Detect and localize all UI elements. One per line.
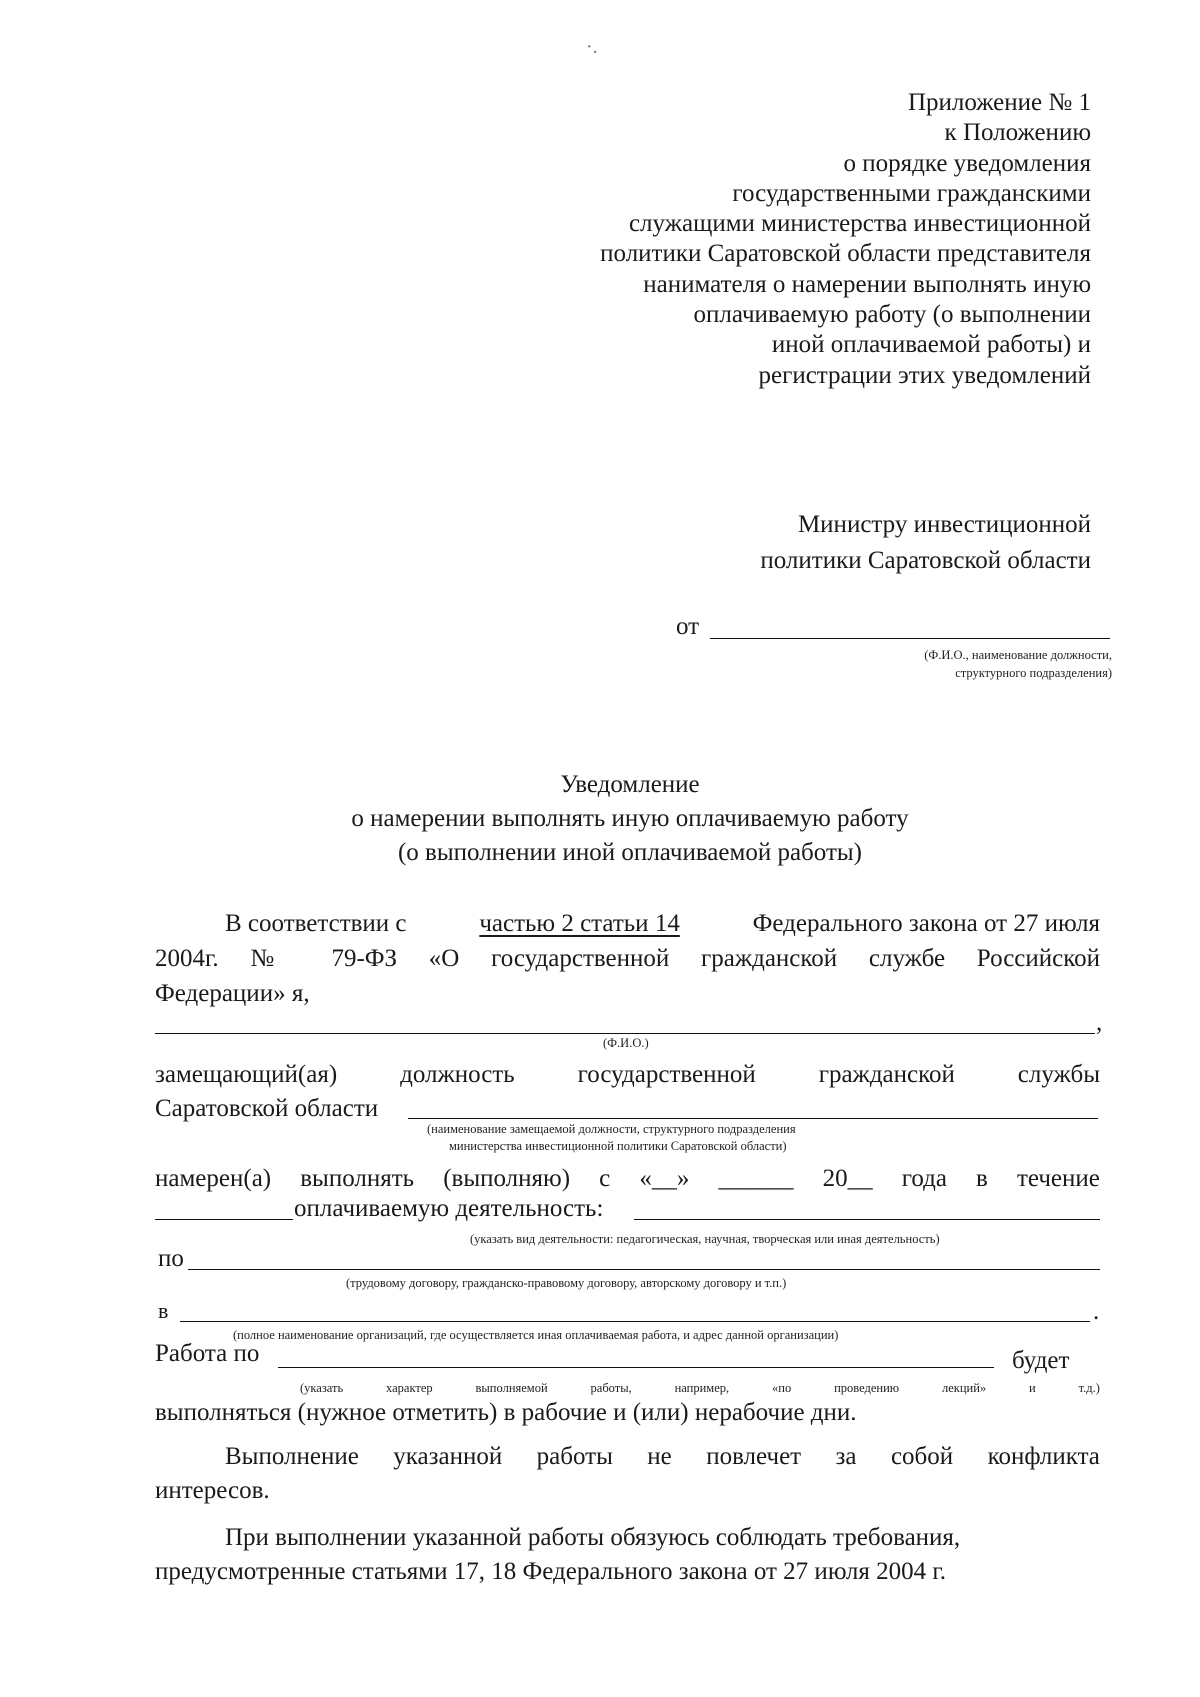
obligation-line2: предусмотренные статьями 17, 18 Федерального закона от 27 июля 2004 г. [155,1558,947,1585]
activity-field-line[interactable] [634,1219,1100,1220]
from-note-line: структурного подразделения) [955,666,1112,680]
paragraph-intro-line2: 2004г. № 79-ФЗ «О государственной гражданской службе Российской [155,945,1100,972]
appendix-line: иной оплачиваемой работы) и [771,331,1091,359]
position-field-line[interactable] [408,1118,1098,1119]
work-note-word: и [1029,1381,1036,1395]
position-word: гражданской [818,1061,955,1088]
contract-note: (трудовому договору, гражданско-правовому договору, авторскому договору и т.п.) [346,1276,787,1290]
from-note-line: (Ф.И.О., наименование должности, [924,648,1112,662]
start-day-field[interactable]: «__» [639,1165,690,1192]
intend-word: с [599,1165,611,1192]
fio-note: (Ф.И.О.) [603,1036,649,1050]
duration-field-line[interactable] [155,1219,293,1220]
work-note-word: например, [674,1381,730,1395]
start-month-field[interactable]: ______ [718,1165,794,1192]
from-label: от [676,613,700,640]
position-word: должность [400,1061,515,1088]
work-note-word: т.д.) [1078,1381,1100,1395]
position-word: службы [1017,1061,1100,1088]
conflict-word: не [647,1443,672,1470]
addressee-line: Министру инвестиционной [797,511,1091,538]
appendix-line: Приложение № 1 [907,89,1091,116]
work-field-line[interactable] [278,1367,994,1368]
position-note [427,1121,796,1155]
v-label: в [158,1298,169,1323]
paragraph-intro-line3: Федерации» я, [155,980,310,1007]
conflict-word: повлечет [706,1443,802,1470]
organization-note: (полное наименование организаций, где осуществляется иная оплачиваемая работа, и адрес данной организации) [233,1328,839,1342]
organization-field-line[interactable] [180,1321,1090,1322]
title-line: о намерении выполнять иную оплачиваемую работу [351,805,909,832]
position-word: замещающий(ая) [155,1061,338,1088]
work-note-word: характер [386,1381,433,1395]
conflict-line1 [225,1440,1100,1474]
appendix-line: оплачиваемую работу (о выполнении [693,301,1091,329]
work-days-line: выполняться (нужное отметить) в рабочие и (или) нерабочие дни. [155,1399,857,1426]
conflict-word: за [835,1443,857,1470]
conflict-word: Выполнение [225,1443,359,1470]
start-year-field[interactable]: 20__ [822,1165,873,1192]
from-field-line[interactable] [710,638,1110,639]
region-label: Саратовской области [155,1095,379,1122]
fio-comma: , [1096,1009,1103,1036]
work-label: Работа по [155,1340,260,1367]
work-note-word: (указать [300,1381,344,1395]
appendix-line: к Положению [944,119,1091,147]
addressee-line: политики Саратовской области [760,547,1091,574]
intro-text: В соответствии с [225,910,407,937]
work-note-word: проведению [834,1381,900,1395]
title-line: Уведомление [560,771,700,798]
intend-word: выполнять [300,1165,415,1192]
conflict-word: указанной [393,1443,503,1470]
from-note [924,646,1112,682]
intend-word: (выполняю) [443,1165,571,1192]
fio-field-line[interactable] [155,1033,1095,1034]
contract-field-line[interactable] [188,1269,1100,1270]
work-note-word: лекций» [941,1381,987,1395]
appendix-header [600,88,1091,391]
position-word: государственной [577,1061,756,1088]
appendix-line: нанимателя о намерении выполнять иную [643,270,1091,298]
addressee-block [760,507,1091,579]
conflict-line2: интересов. [155,1477,270,1504]
work-note-word: работы, [590,1381,632,1395]
v-end: . [1093,1298,1100,1325]
conflict-word: конфликта [987,1443,1100,1470]
work-note-word: выполняемой [475,1381,548,1395]
intend-line [155,1162,1100,1196]
conflict-word: собой [890,1443,954,1470]
work-note [300,1381,1100,1396]
intend-word: года [901,1165,947,1192]
document-title [0,768,1200,870]
position-note-line: министерства инвестиционной политики Саратовской области) [449,1139,787,1153]
intro-text: Федерального закона от 27 июля [752,910,1100,937]
appendix-line: регистрации этих уведомлений [758,361,1091,389]
position-note-line: (наименование замещаемой должности, структурного подразделения [427,1122,796,1136]
conflict-word: работы [536,1443,613,1470]
work-note-word: «по [772,1381,792,1395]
title-line: (о выполнении иной оплачиваемой работы) [397,839,862,866]
activity-label: оплачиваемую деятельность: [294,1195,604,1222]
intend-word: в [976,1165,988,1192]
obligation-line1: При выполнении указанной работы обязуюсь соблюдать требования, [225,1524,961,1551]
intend-word: течение [1016,1165,1100,1192]
scan-mark: ·. [586,36,598,58]
paragraph-intro-line1 [225,907,1100,941]
position-line1 [155,1058,1100,1092]
work-will: будет [1012,1347,1070,1374]
appendix-line: служащими министерства инвестиционной [628,210,1091,238]
intend-word: намерен(а) [155,1165,272,1192]
appendix-line: политики Саратовской области представителя [600,240,1091,268]
po-label: по [158,1245,184,1272]
law-article-link[interactable]: частью 2 статьи 14 [479,910,680,937]
activity-note: (указать вид деятельности: педагогическая, научная, творческая или иная деятельность) [470,1232,940,1246]
appendix-line: о порядке уведомления [843,149,1091,177]
appendix-line: государственными гражданскими [732,179,1091,207]
